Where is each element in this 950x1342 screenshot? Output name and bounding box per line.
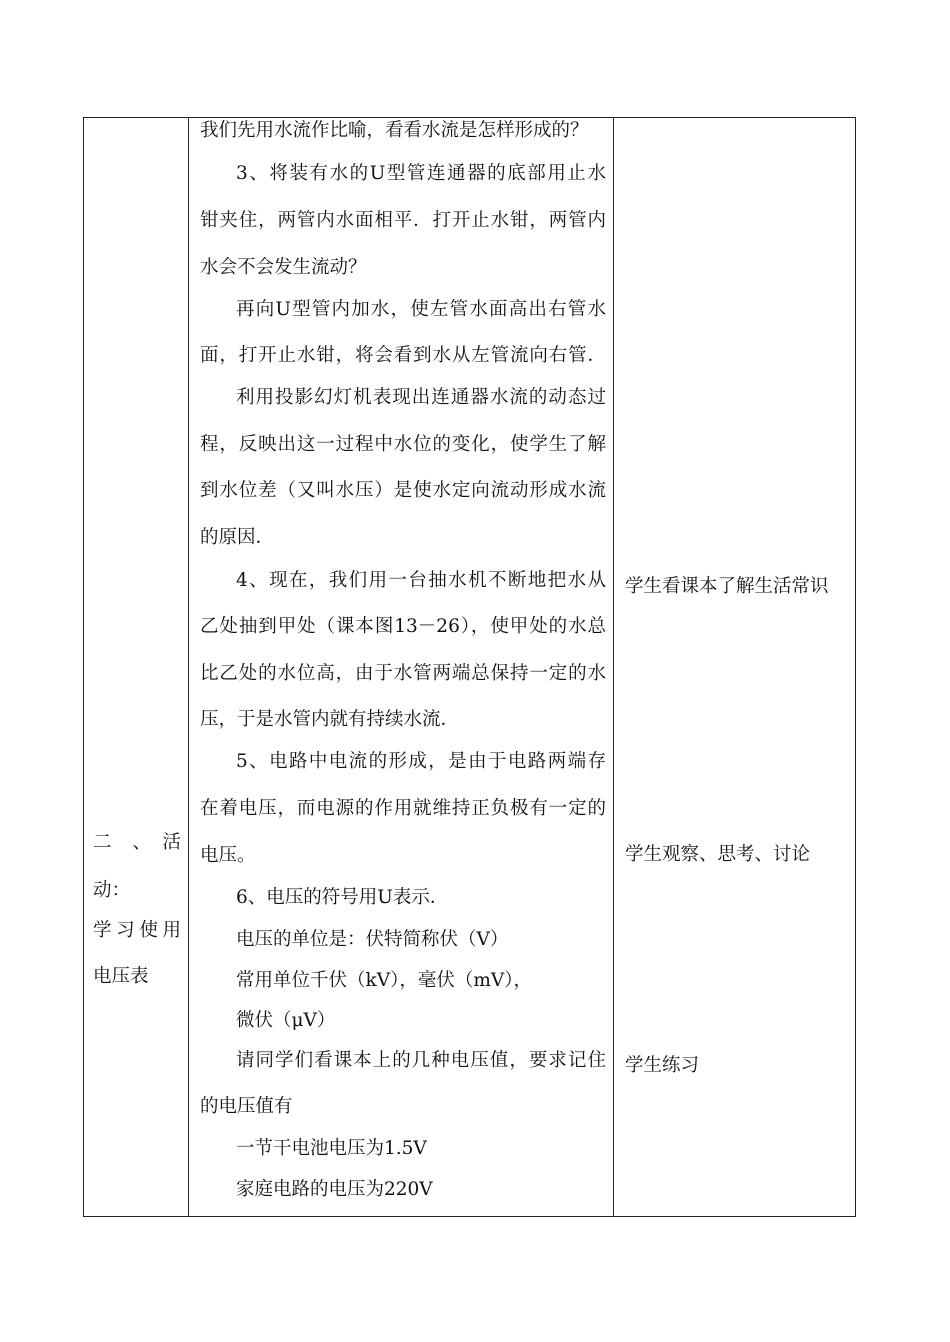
paragraph-line: 电压的单位是：伏特简称伏（V） bbox=[236, 929, 509, 950]
activity-column bbox=[84, 118, 188, 1216]
paragraph-line: 水会不会发生流动？ bbox=[200, 257, 367, 278]
paragraph-line: 4、现在，我们用一台抽水机不断地把水从 bbox=[236, 570, 606, 591]
paragraph-line: 一节干电池电压为1.5V bbox=[236, 1138, 427, 1159]
paragraph-line: 微伏（μV） bbox=[236, 1010, 336, 1031]
lesson-table bbox=[83, 117, 856, 1217]
paragraph-line: 钳夹住，两管内水面相平．打开止水钳，两管内 bbox=[200, 210, 606, 231]
paragraph-line: 的电压值有 bbox=[200, 1096, 293, 1117]
teacher-content-column bbox=[189, 118, 613, 1216]
paragraph-line: 6、电压的符号用U表示． bbox=[236, 887, 449, 908]
paragraph-line: 压，于是水管内就有持续水流． bbox=[200, 709, 460, 730]
paragraph-line: 再向U型管内加水，使左管水面高出右管水 bbox=[236, 299, 606, 320]
paragraph-line: 程，反映出这一过程中水位的变化，使学生了解 bbox=[200, 434, 606, 455]
paragraph-line: 利用投影幻灯机表现出连通器水流的动态过 bbox=[236, 387, 606, 408]
student-activity-text: 学生看课本了解生活常识 bbox=[625, 576, 829, 597]
paragraph-line: 乙处抽到甲处（课本图13－26），使甲处的水总 bbox=[200, 616, 606, 637]
paragraph-line: 我们先用水流作比喻，看看水流是怎样形成的？ bbox=[200, 120, 589, 141]
student-activity-text: 学生观察、思考、讨论 bbox=[625, 844, 811, 865]
paragraph-line: 常用单位千伏（kV），毫伏（mV）， bbox=[236, 970, 532, 991]
activity-label: 二 、 活 bbox=[93, 832, 181, 853]
activity-label: 动： bbox=[93, 880, 131, 901]
student-activity-column bbox=[614, 118, 855, 1216]
paragraph-line: 5、电路中电流的形成，是由于电路两端存 bbox=[236, 751, 606, 772]
paragraph-line: 请同学们看课本上的几种电压值，要求记住 bbox=[236, 1050, 606, 1071]
paragraph-line: 比乙处的水位高，由于水管两端总保持一定的水 bbox=[200, 663, 606, 684]
paragraph-line: 到水位差（又叫水压）是使水定向流动形成水流 bbox=[200, 480, 606, 501]
paragraph-line: 的原因． bbox=[200, 527, 275, 548]
paragraph-line: 电压。 bbox=[200, 845, 256, 866]
paragraph-line: 面，打开止水钳，将会看到水从左管流向右管． bbox=[200, 345, 606, 366]
paragraph-line: 在着电压，而电源的作用就维持正负极有一定的 bbox=[200, 798, 606, 819]
paragraph-line: 3、将装有水的U型管连通器的底部用止水 bbox=[236, 163, 606, 184]
activity-label: 电压表 bbox=[93, 966, 149, 987]
student-activity-text: 学生练习 bbox=[625, 1055, 700, 1076]
activity-label: 学习使用 bbox=[93, 920, 181, 941]
paragraph-line: 家庭电路的电压为220V bbox=[236, 1179, 433, 1200]
